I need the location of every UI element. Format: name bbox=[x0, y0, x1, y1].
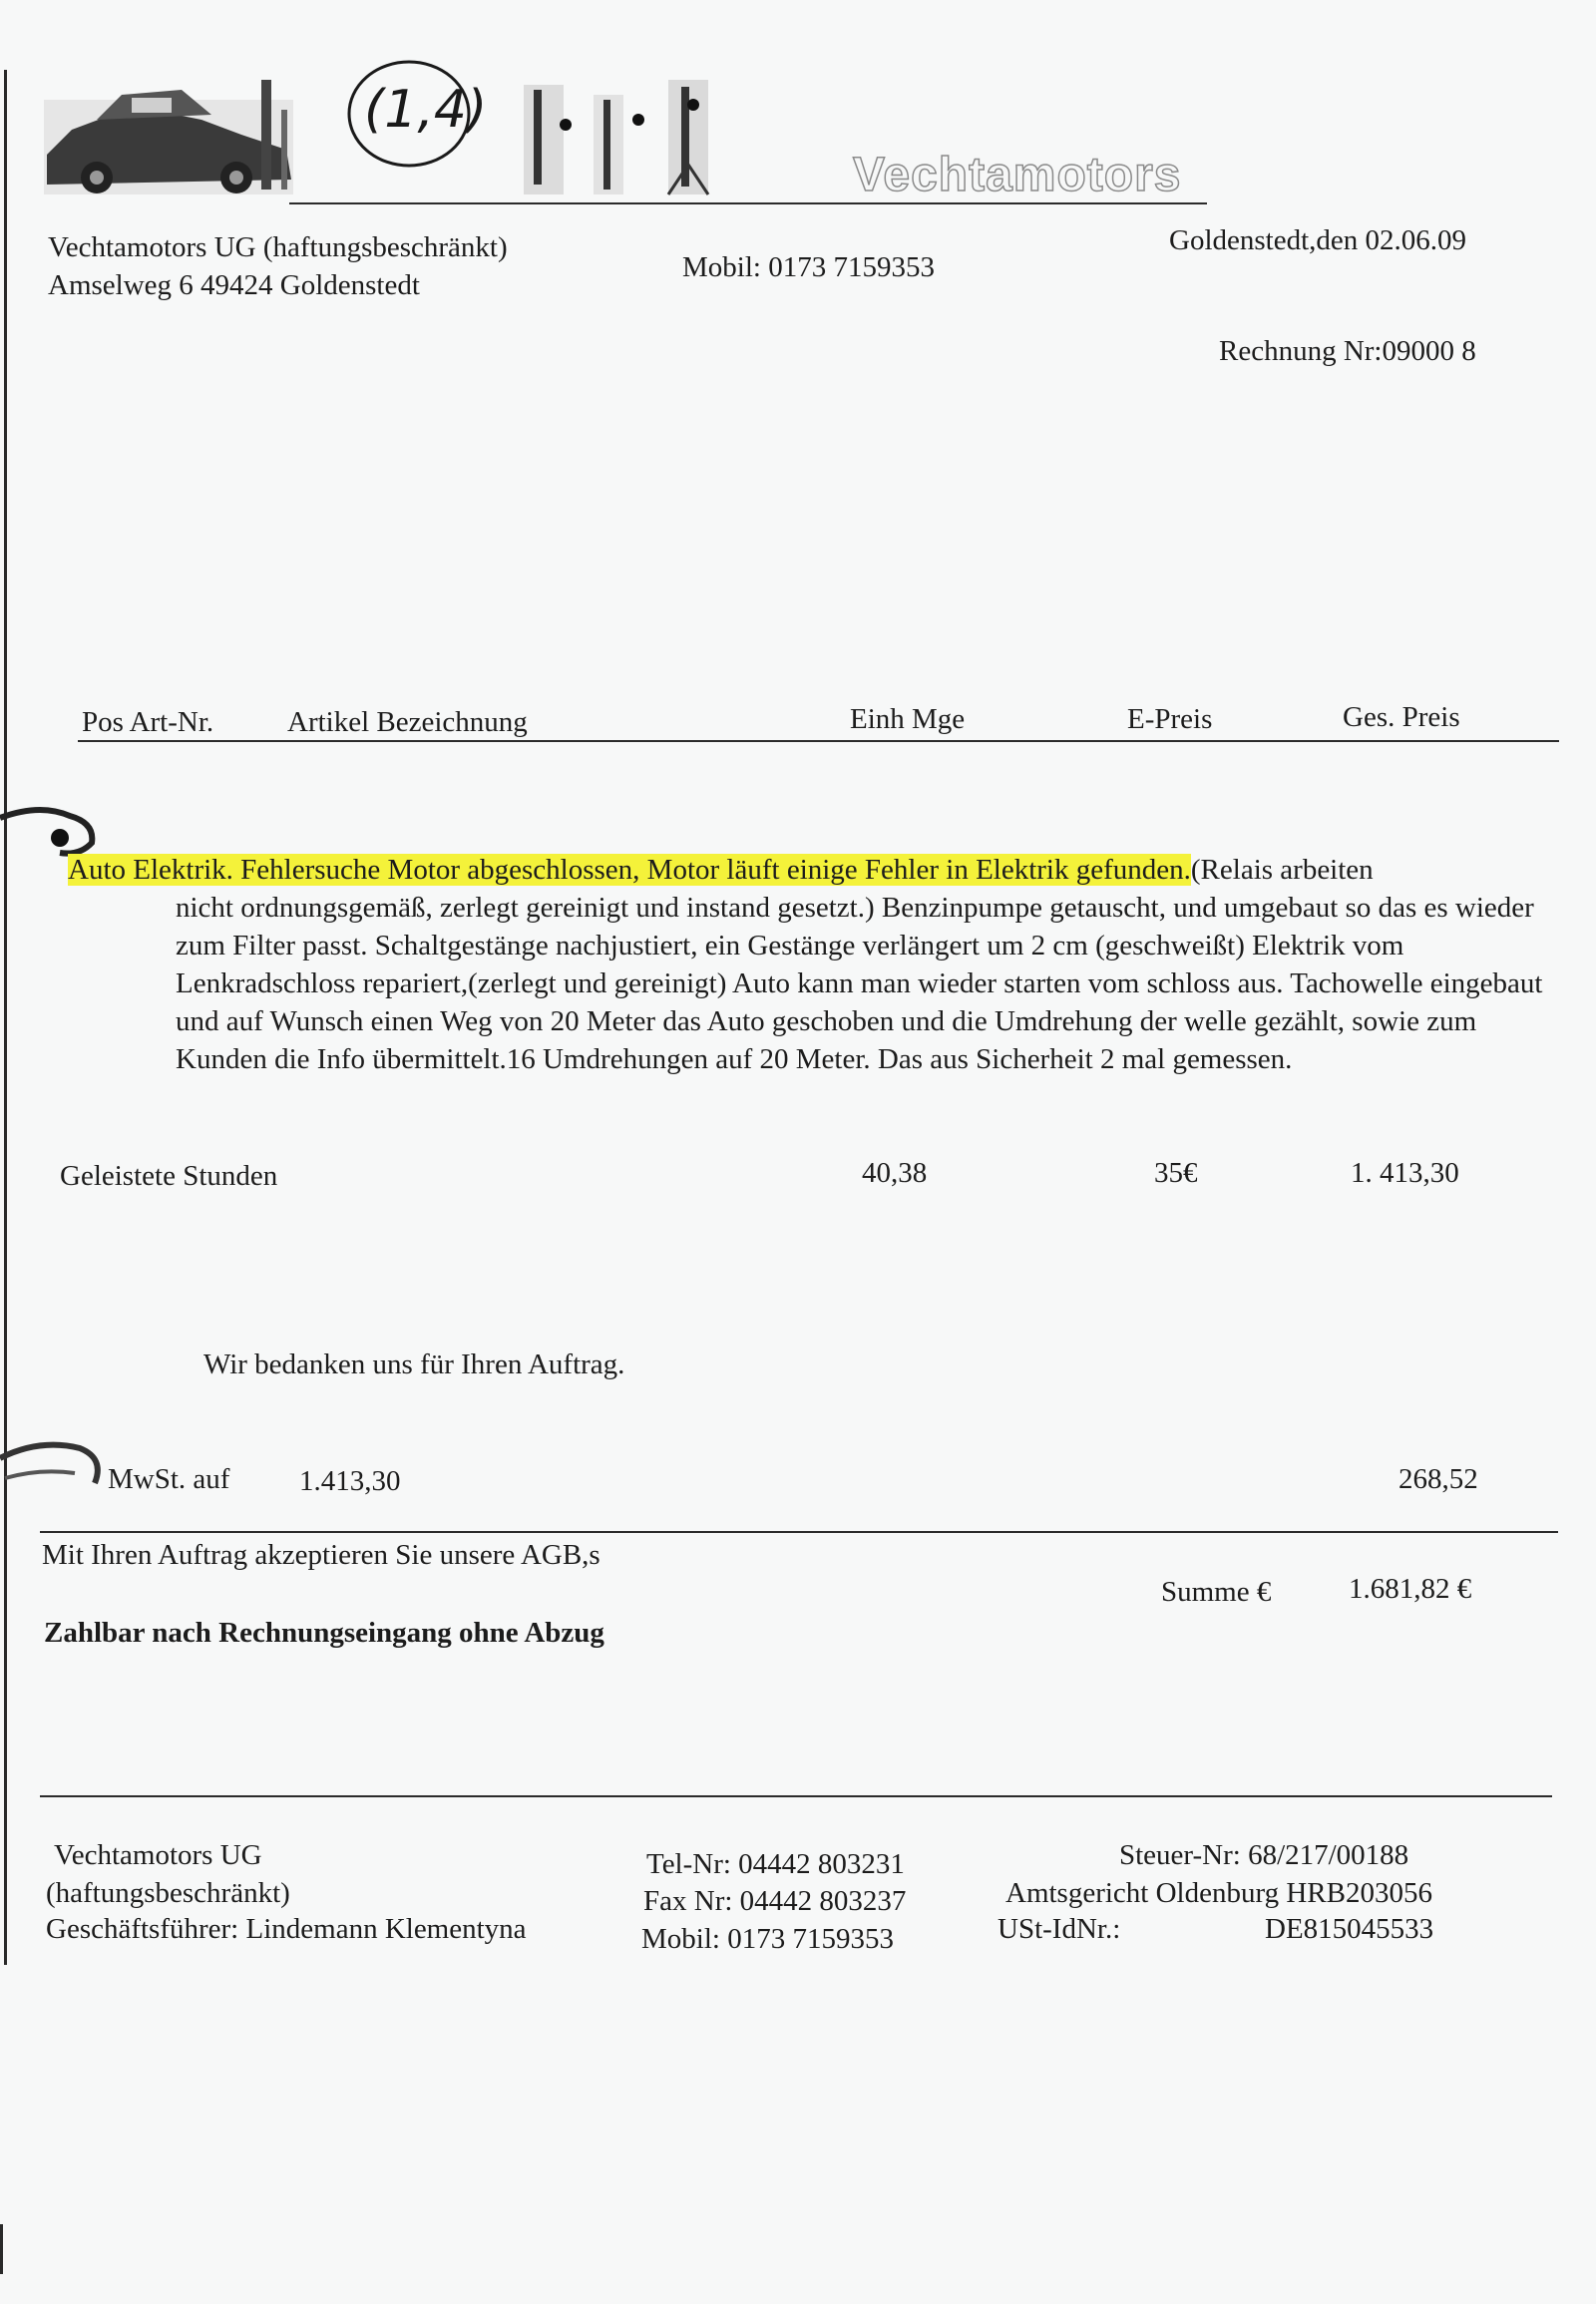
figures-graphic bbox=[519, 65, 758, 204]
col-bezeichnung: Artikel Bezeichnung bbox=[287, 706, 528, 738]
highlighted-description: Auto Elektrik. Fehlersuche Motor abgeschlossen, Motor läuft einige Fehler in Elektrik gefunden. bbox=[68, 854, 1191, 886]
col-ges-preis: Ges. Preis bbox=[1343, 701, 1460, 733]
address-line: Amselweg 6 49424 Goldenstedt bbox=[48, 269, 420, 301]
payment-terms: Zahlbar nach Rechnungseingang ohne Abzug bbox=[44, 1617, 604, 1649]
staple-mark-2 bbox=[0, 1428, 110, 1498]
item-description bbox=[68, 851, 1564, 1078]
sum-value: 1.681,82 € bbox=[1349, 1573, 1472, 1605]
tax-rule bbox=[40, 1531, 1558, 1533]
header-mobile: Mobil: 0173 7159353 bbox=[682, 251, 935, 283]
row-qty: 40,38 bbox=[862, 1157, 928, 1189]
tax-label: MwSt. auf bbox=[108, 1463, 230, 1495]
footer-manager: Geschäftsführer: Lindemann Klementyna bbox=[46, 1913, 527, 1945]
footer-company-form: (haftungsbeschränkt) bbox=[46, 1877, 290, 1909]
company-line: Vechtamotors UG (haftungsbeschränkt) bbox=[48, 231, 508, 263]
staple-mark bbox=[0, 798, 110, 858]
row-total: 1. 413,30 bbox=[1351, 1157, 1459, 1189]
tax-amount: 268,52 bbox=[1398, 1463, 1478, 1495]
col-pos-artnr: Pos Art-Nr. bbox=[82, 706, 214, 738]
terms-note: Mit Ihren Auftrag akzeptieren Sie unsere AGB,s bbox=[42, 1539, 600, 1571]
col-e-preis: E-Preis bbox=[1127, 703, 1213, 735]
table-header-rule bbox=[78, 740, 1559, 742]
footer-tax-no: Steuer-Nr: 68/217/00188 bbox=[1119, 1839, 1409, 1871]
sum-label: Summe € bbox=[1161, 1576, 1272, 1608]
tax-base: 1.413,30 bbox=[299, 1465, 401, 1497]
invoice-number: Rechnung Nr:09000 8 bbox=[1219, 335, 1476, 367]
brand-logo-text: Vechtamotors bbox=[853, 149, 1182, 201]
footer-fax: Fax Nr: 04442 803237 bbox=[643, 1885, 907, 1917]
row-label: Geleistete Stunden bbox=[60, 1160, 278, 1192]
footer-mobile: Mobil: 0173 7159353 bbox=[641, 1923, 894, 1955]
footer-vat-value: DE815045533 bbox=[1265, 1913, 1434, 1945]
footer-tel: Tel-Nr: 04442 803231 bbox=[646, 1848, 905, 1880]
place-date: Goldenstedt,den 02.06.09 bbox=[1169, 224, 1467, 256]
footer-court: Amtsgericht Oldenburg HRB203056 bbox=[1005, 1877, 1432, 1909]
footer-vat-label: USt-IdNr.: bbox=[998, 1913, 1121, 1945]
handwritten-mark bbox=[344, 52, 488, 172]
footer-rule bbox=[40, 1795, 1552, 1797]
description-body: nicht ordnungsgemäß, zerlegt gereinigt und instand gesetzt.) Benzinpumpe getauscht, und umgebaut so das es wieder zum Filter passt. Schaltgestänge nachjustiert, ein Gestänge verlängert um 2 cm (geschweißt) Elektrik vom Lenkradschloss repariert,(zerlegt und gereinigt) Auto kann man wieder starten vom schloss aus. Tachowelle eingebaut und auf Wunsch einen Weg von 20 Meter das Auto geschoben und die Umdrehung der welle gezählt, sowie zum Kunden die Info übermittelt.16 Umdrehungen auf 20 Meter. Das aus Sicherheit 2 mal gemessen. bbox=[176, 892, 1543, 1075]
handwritten-mark-text: (1,4) bbox=[364, 80, 488, 140]
page-edge-shadow bbox=[4, 70, 7, 1965]
col-einh-mge: Einh Mge bbox=[850, 703, 966, 735]
header-rule bbox=[289, 202, 1207, 204]
description-continuation: (Relais arbeiten bbox=[1190, 854, 1374, 886]
page-edge-shadow-bottom bbox=[0, 2224, 3, 2274]
footer-company: Vechtamotors UG bbox=[54, 1839, 262, 1871]
row-unit-price: 35€ bbox=[1154, 1157, 1198, 1189]
thanks-note: Wir bedanken uns für Ihren Auftrag. bbox=[203, 1348, 625, 1380]
car-logo-image bbox=[42, 60, 301, 199]
